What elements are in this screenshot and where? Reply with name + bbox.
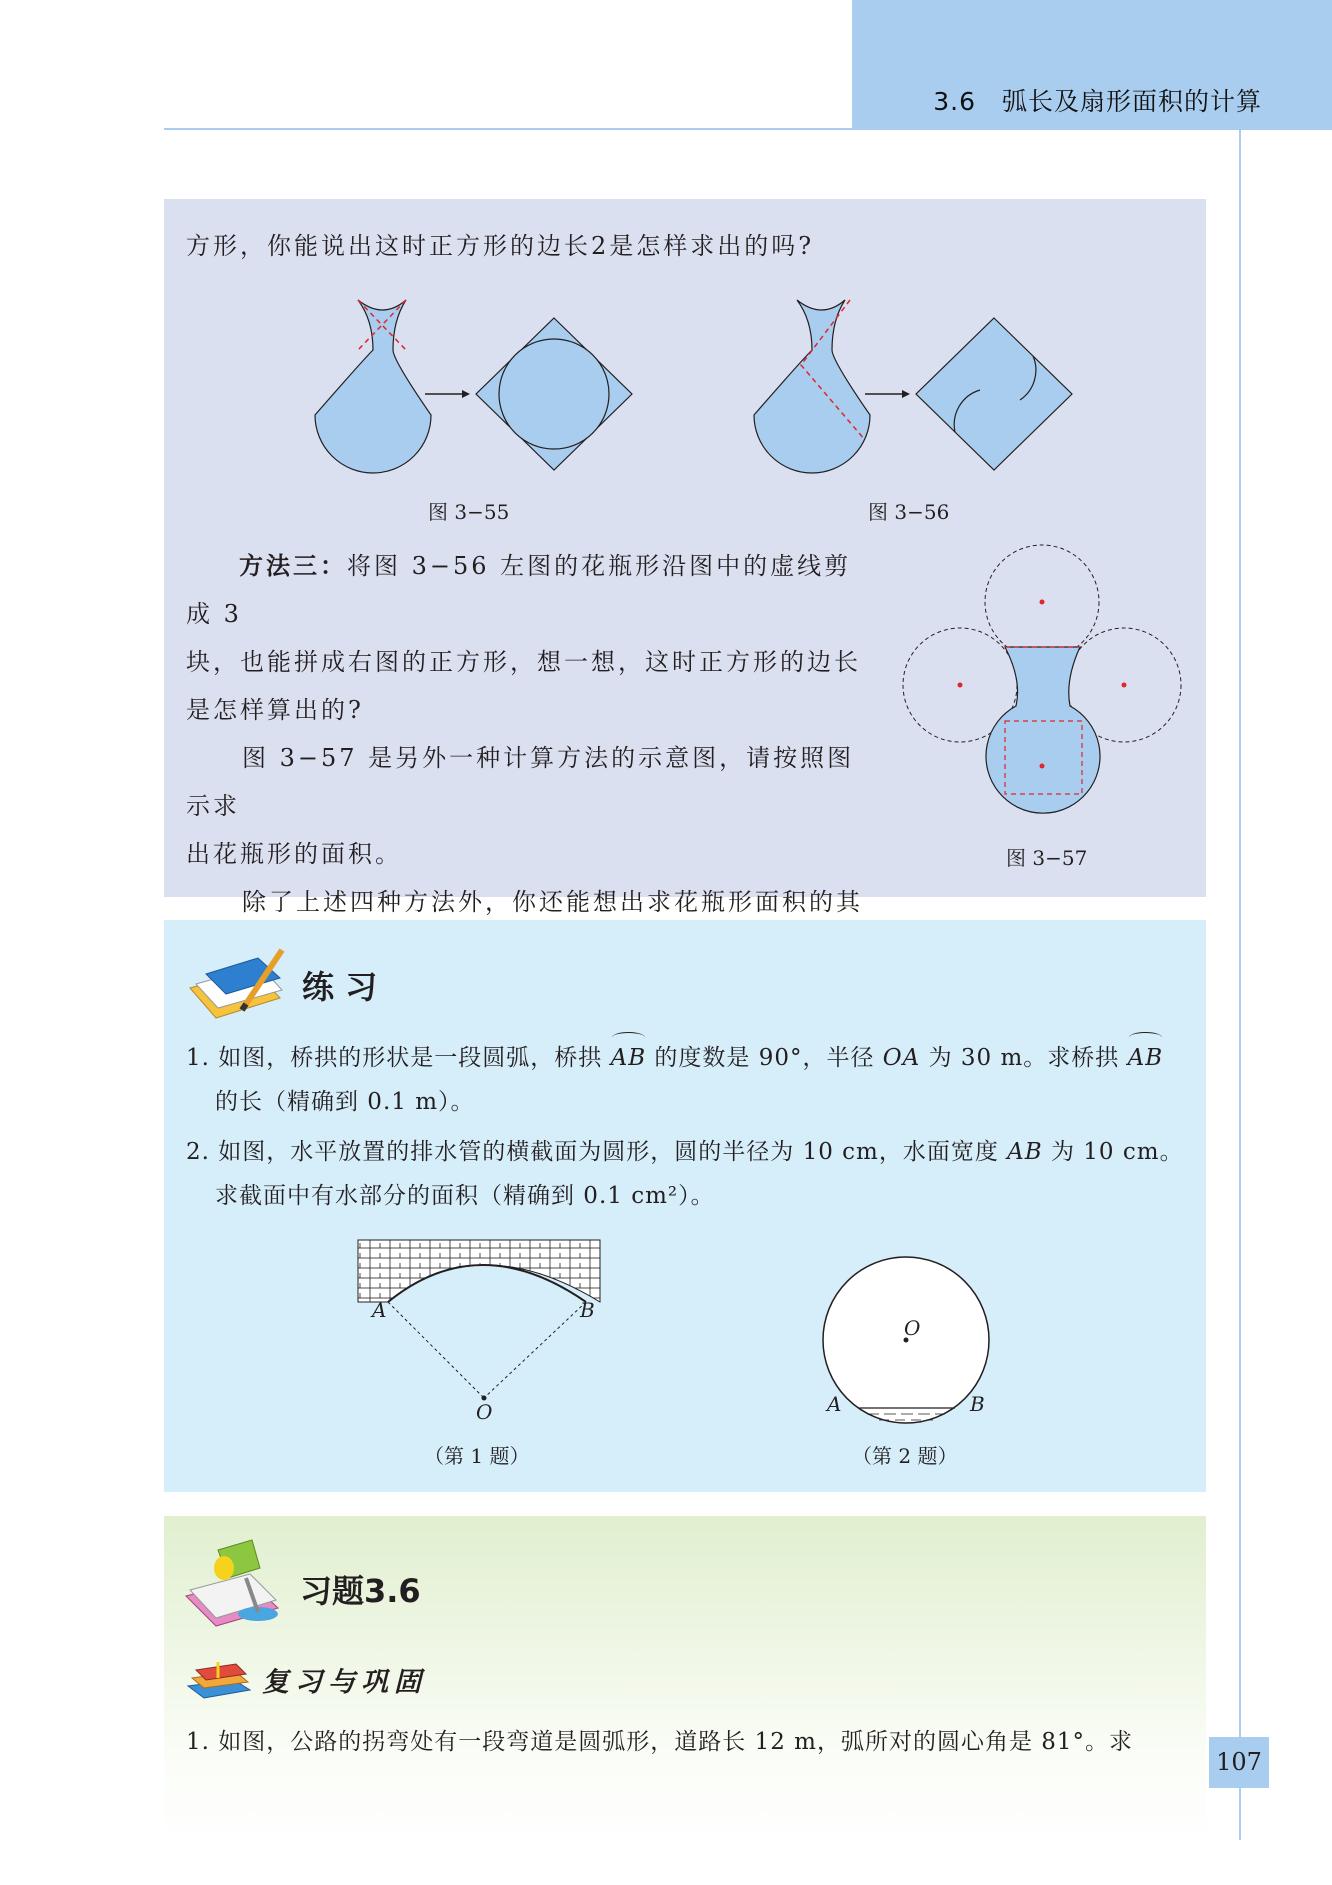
fig2-label-b: B: [970, 1392, 985, 1416]
homework-q1: 1. 如图，公路的拐弯处有一段弯道是圆弧形，道路长 12 m，弧所对的圆心角是 81°。求: [186, 1729, 1134, 1755]
vase-shape-57: [986, 647, 1100, 813]
fig-3-57-caption: 图 3−57: [1006, 846, 1088, 870]
fig2-label-a: A: [827, 1392, 842, 1416]
fig1-label-a: A: [372, 1298, 387, 1322]
fig2-caption: （第 2 题）: [852, 1444, 958, 1468]
bridge-arch-figure: [350, 1238, 610, 1418]
header-rule: [164, 128, 854, 130]
fig-3-56-caption: 图 3−56: [868, 500, 950, 524]
fig-3-55-caption: 图 3−55: [428, 500, 510, 524]
vase-shape-55: [315, 300, 431, 473]
right-margin-rule: [1239, 130, 1241, 1840]
drain-pipe-figure: [815, 1252, 995, 1432]
fig1-label-b: B: [580, 1298, 595, 1322]
desk-lamp-book-icon: [182, 1538, 287, 1630]
method3-paragraph: 方法三：将图 3−56 左图的花瓶形沿图中的虚线剪成 3 块，也能拼成右图的正方形，想一想，这时正方形的边长 是怎样算出的? 图 3−57 是另外一种计算方法的示意图，请按照图示求 出花瓶形的面积。 除了上述四种方法外，你还能想出求花瓶形面积的其: [186, 551, 863, 916]
exercise-q2: 2. 如图，水平放置的排水管的横截面为圆形，圆的半径为 10 cm，水面宽度 AB 为 10 cm。 求截面中有水部分的面积（精确到 0.1 cm²）。: [186, 1139, 1184, 1209]
square-56: [916, 318, 1072, 470]
review-title: 复习与巩固: [262, 1667, 427, 1698]
fig1-caption: （第 1 题）: [424, 1444, 530, 1468]
chapter-title: 3.6 弧长及扇形面积的计算: [933, 87, 1262, 116]
box1-line1: 方形，你能说出这时正方形的边长2是怎样求出的吗?: [186, 232, 815, 260]
figure-3-57: [900, 540, 1190, 850]
fig1-label-o: O: [476, 1400, 493, 1424]
circle-55: [499, 339, 609, 449]
fig2-label-o: O: [904, 1316, 921, 1340]
vase-shape-56: [754, 300, 870, 473]
homework-title: 习题3.6: [300, 1572, 421, 1610]
page-number: 107: [1209, 1737, 1269, 1788]
figures-3-55-3-56: [290, 290, 1080, 480]
book-stack-icon: [184, 1656, 254, 1702]
exercise-title: 练 习: [302, 968, 378, 1006]
notebook-pencil-icon: [182, 944, 287, 1026]
method3-label: 方法三：: [239, 551, 347, 580]
exercise-q1: 1. 如图，桥拱的形状是一段圆弧，桥拱 AB 的度数是 90°，半径 OA 为 30 m。求桥拱 AB 的长（精确到 0.1 m）。: [186, 1036, 1196, 1124]
